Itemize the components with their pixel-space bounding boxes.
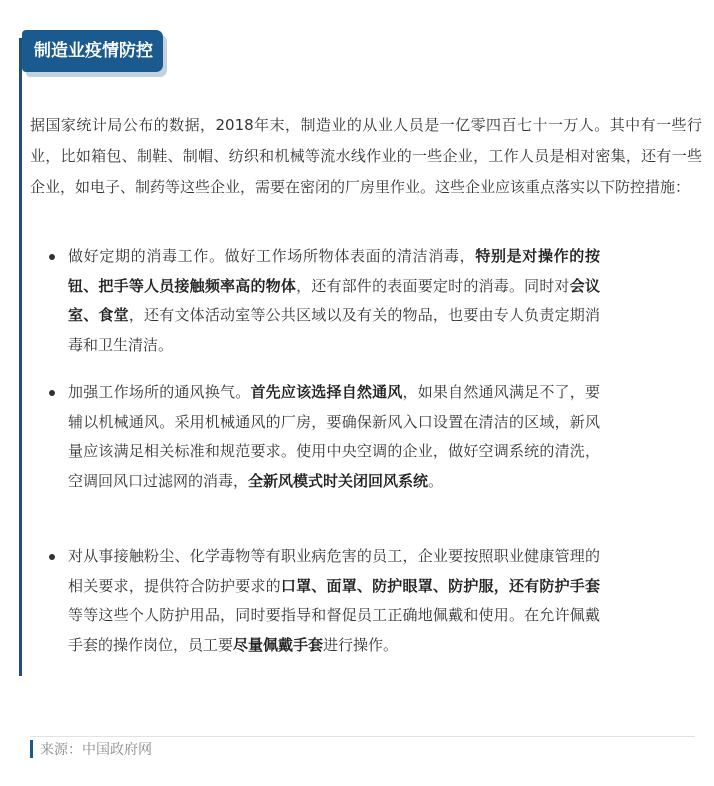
bullet-dot-icon xyxy=(49,390,55,396)
title-wrap xyxy=(22,30,163,72)
text-segment: 对从事接触粉尘、化学毒物等有职业病危害的员工，企业要按照职业健康管理的相关要求，提供符合防护要求的 xyxy=(68,547,600,595)
bold-segment: 尽量佩戴手套 xyxy=(233,635,324,654)
text-segment: ，如果自然通风满足不了，要辅以机械通风。采用机械通风的厂房，要确保新风入口设置在清洁的区域，新风量应该满足相关标准和规范要求。使用中央空调的企业，做好空调系统的清洗，空调回风口过滤网的消毒， xyxy=(68,383,600,490)
source-line xyxy=(30,738,152,760)
bullet-list-1 xyxy=(48,242,600,360)
item-text xyxy=(68,247,600,354)
text-segment: ，还有文体活动室等公共区域以及有关的物品，也要由专人负责定期消毒和卫生清洁。 xyxy=(68,306,600,354)
text-segment: 等等这些个人防护用品，同时要指导和督促员工正确地佩戴和使用。在允许佩戴手套的操作岗位，员工要 xyxy=(68,606,600,654)
list-item xyxy=(48,542,600,660)
intro-paragraph: 据国家统计局公布的数据，2018年末，制造业的从业人员是一亿零四百七十一万人。其中有一些行业，比如箱包、制鞋、制帽、纺织和机械等流水线作业的一些企业，工作人员是相对密集，还有一些企业，如电子、制药等这些企业，需要在密闭的厂房里作业。这些企业应该重点落实以下防控措施： xyxy=(30,116,702,196)
text-segment: 加强工作场所的通风换气。 xyxy=(68,383,251,401)
source-text: 来源：中国政府网 xyxy=(40,742,152,758)
bold-segment: 首先应该选择自然通风 xyxy=(250,383,403,401)
text-segment: 进行操作。 xyxy=(323,635,399,654)
text-segment: 做好定期的消毒工作。做好工作场所物体表面的清洁消毒， xyxy=(68,247,476,265)
bold-segment: 特别是对操作的按钮、把手等人员接触频率高的物体 xyxy=(68,247,600,295)
bold-segment: 口罩、面罩、防护眼罩、防护服，还有防护手套 xyxy=(280,576,600,595)
item-text xyxy=(68,547,600,654)
source-accent-bar xyxy=(30,740,33,758)
left-accent-rule xyxy=(19,38,22,676)
bold-segment: 会议室、食堂 xyxy=(68,276,600,324)
section-title: 制造业疫情防控 xyxy=(22,30,163,72)
list-item xyxy=(48,378,600,496)
item-text xyxy=(68,383,600,490)
text-segment: ，还有部件的表面要定时的消毒。同时对 xyxy=(296,276,570,295)
bold-segment: 全新风模式时关闭回风系统 xyxy=(248,471,429,490)
footer-divider xyxy=(30,736,695,737)
bullet-dot-icon xyxy=(49,254,55,260)
text-segment: 。 xyxy=(428,471,444,490)
bullet-list-3 xyxy=(48,542,600,660)
bullet-dot-icon xyxy=(49,554,55,560)
bullet-list-2 xyxy=(48,378,600,496)
list-item xyxy=(48,242,600,360)
